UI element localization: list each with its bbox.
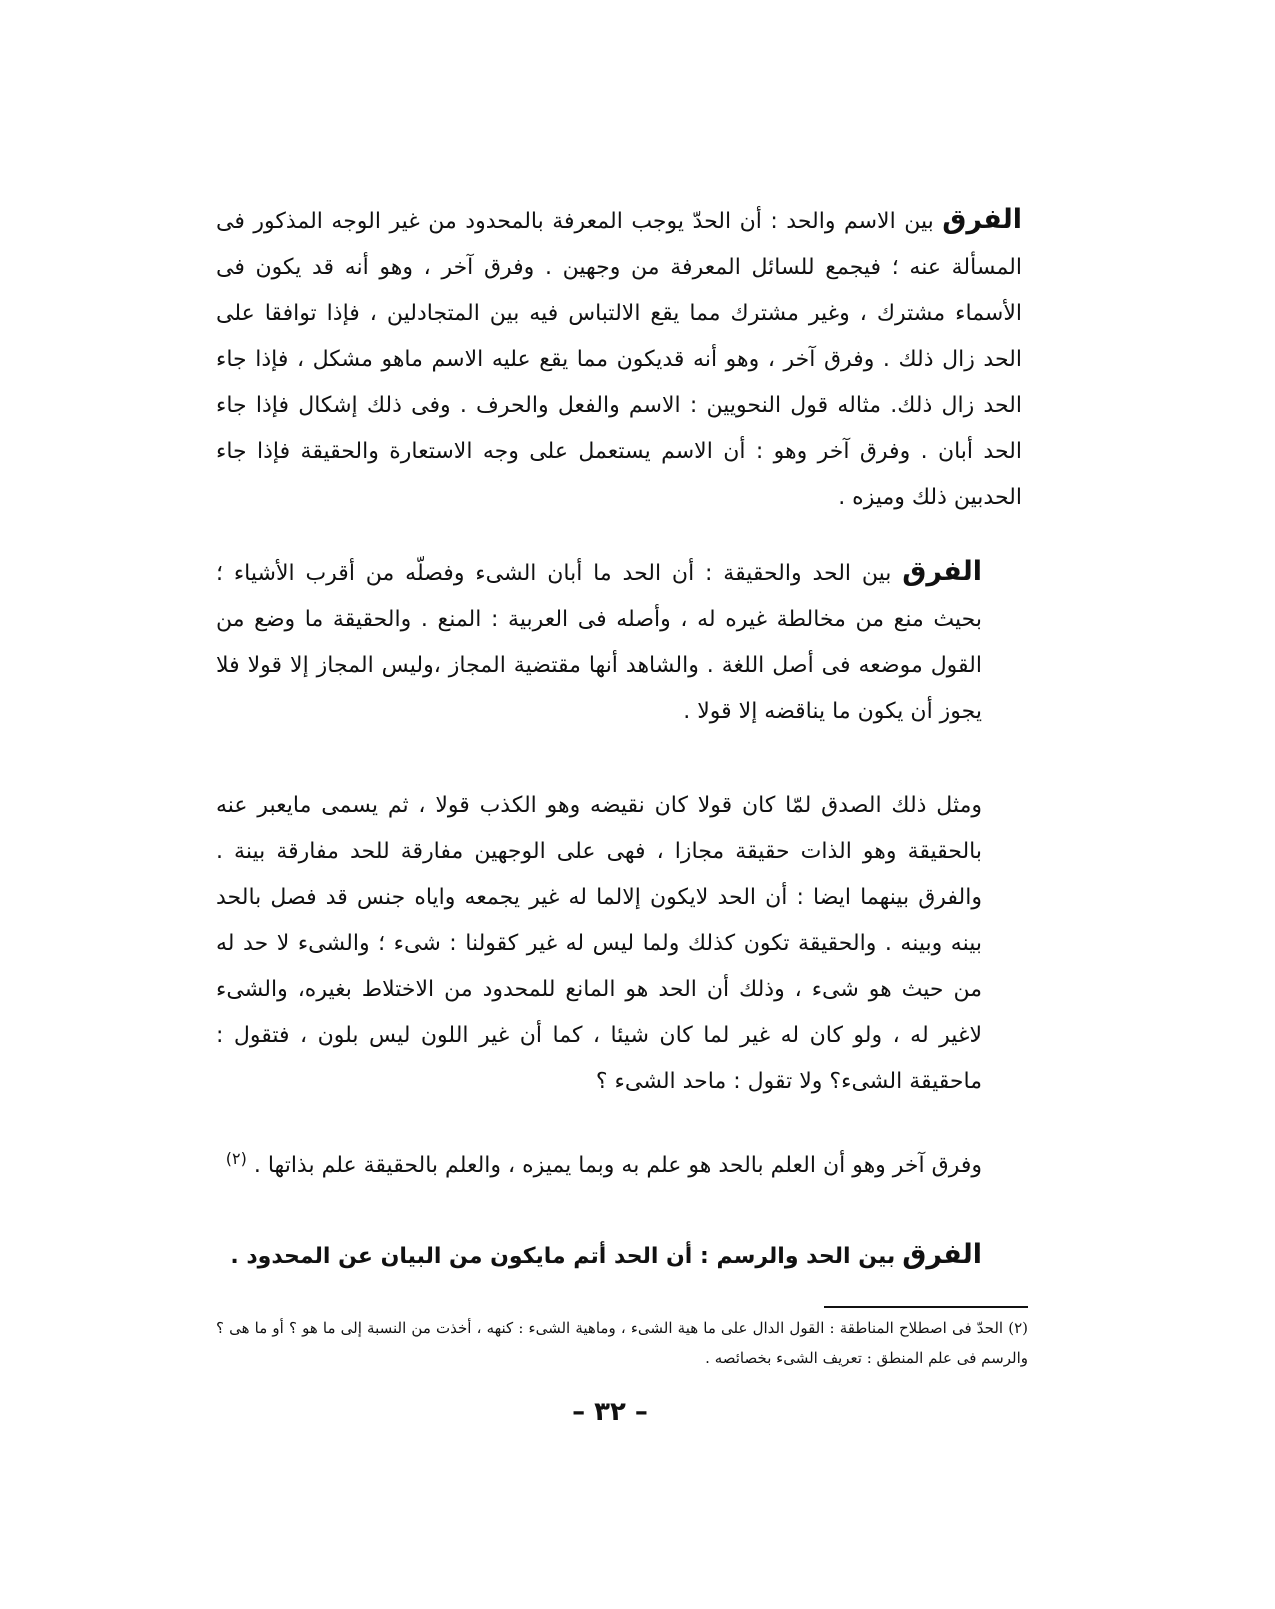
paragraph-definition-vs-description: [216, 1232, 1022, 1280]
paragraph-another-difference: [216, 1143, 1022, 1189]
paragraph-definition-vs-reality: [216, 549, 1022, 735]
paragraph-truth-example: [216, 783, 1022, 1105]
footnote-separator: [824, 1306, 1028, 1308]
section-lead-word: الفرق: [902, 1239, 982, 1270]
paragraph-name-vs-definition: [216, 197, 1022, 521]
paragraph-text: بين الحد والحقيقة : أن الحد ما أبان الشىء وفصلّه من أقرب الأشياء ؛ بحيث منع من مخالطة غيره له ، وأصله فى العربية : المنع . والحقيقة ما وضع من القول موضعه فى أصل اللغة . والشاهد أنها مقتضية المجاز ،وليس المجاز إلا قولا فلا يجوز أن يكون ما يناقضه إلا قولا .: [216, 561, 982, 724]
footnote-reference: (٢): [225, 1149, 247, 1168]
paragraph-text: ومثل ذلك الصدق لمّا كان قولا كان نقيضه وهو الكذب قولا ، ثم يسمى مايعبر عنه بالحقيقة وهو الذات حقيقة مجازا ، فهى على الوجهين مفارقة للحد مفارقة بينة . والفرق بينهما ايضا : أن الحد لايكون إلالما له غير يجمعه واياه جنس قد فصل بالحد بينه وبينه . والحقيقة تكون كذلك ولما ليس له غير كقولنا : شىء ؛ والشىء لا حد له من حيث هو شىء ، وذلك أن الحد هو المانع للمحدود من الاختلاط بغيره، والشىء لاغير له ، ولو كان له غير لما كان شيئا ، كما أن غير اللون ليس بلون ، فتقول : ماحقيقة الشىء؟ ولا تقول : ماحد الشىء ؟: [216, 793, 982, 1094]
section-lead-word: الفرق: [942, 204, 1022, 235]
section-lead-word: الفرق: [902, 556, 982, 587]
paragraph-text: بين الاسم والحد : أن الحدّ يوجب المعرفة بالمحدود من غير الوجه المذكور فى المسألة عنه ؛ فيجمع للسائل المعرفة من وجهين . وفرق آخر ، وهو أنه قد يكون فى الأسماء مشترك ، وغير مشترك مما يقع الالتباس فيه بين المتجادلين ، فإذا توافقا على الحد زال ذلك . وفرق آخر ، وهو أنه قديكون مما يقع عليه الاسم ماهو مشكل ، فإذا جاء الحد زال ذلك. مثاله قول النحويين : الاسم والفعل والحرف . وفى ذلك إشكال فإذا جاء الحد أبان . وفرق آخر وهو : أن الاسم يستعمل على وجه الاستعارة والحقيقة فإذا جاء الحدبين ذلك وميزه .: [216, 209, 1022, 510]
paragraph-text: بين الحد والرسم : أن الحد أتم مايكون من البيان عن المحدود .: [230, 1244, 896, 1269]
footnote: [216, 1313, 1028, 1373]
page-number: – ٣٢ –: [572, 1397, 648, 1427]
footnote-text: (٢) الحدّ فى اصطلاح المناطقة : القول الدال على ما هية الشىء ، وماهية الشىء : كنهه ، أخذت من النسبة إلى ما هو ؟ أو ما هى ؟ والرسم فى علم المنطق : تعريف الشىء بخصائصه .: [216, 1319, 1028, 1367]
paragraph-text: وفرق آخر وهو أن العلم بالحد هو علم به وبما يميزه ، والعلم بالحقيقة علم بذاتها .: [253, 1153, 982, 1178]
